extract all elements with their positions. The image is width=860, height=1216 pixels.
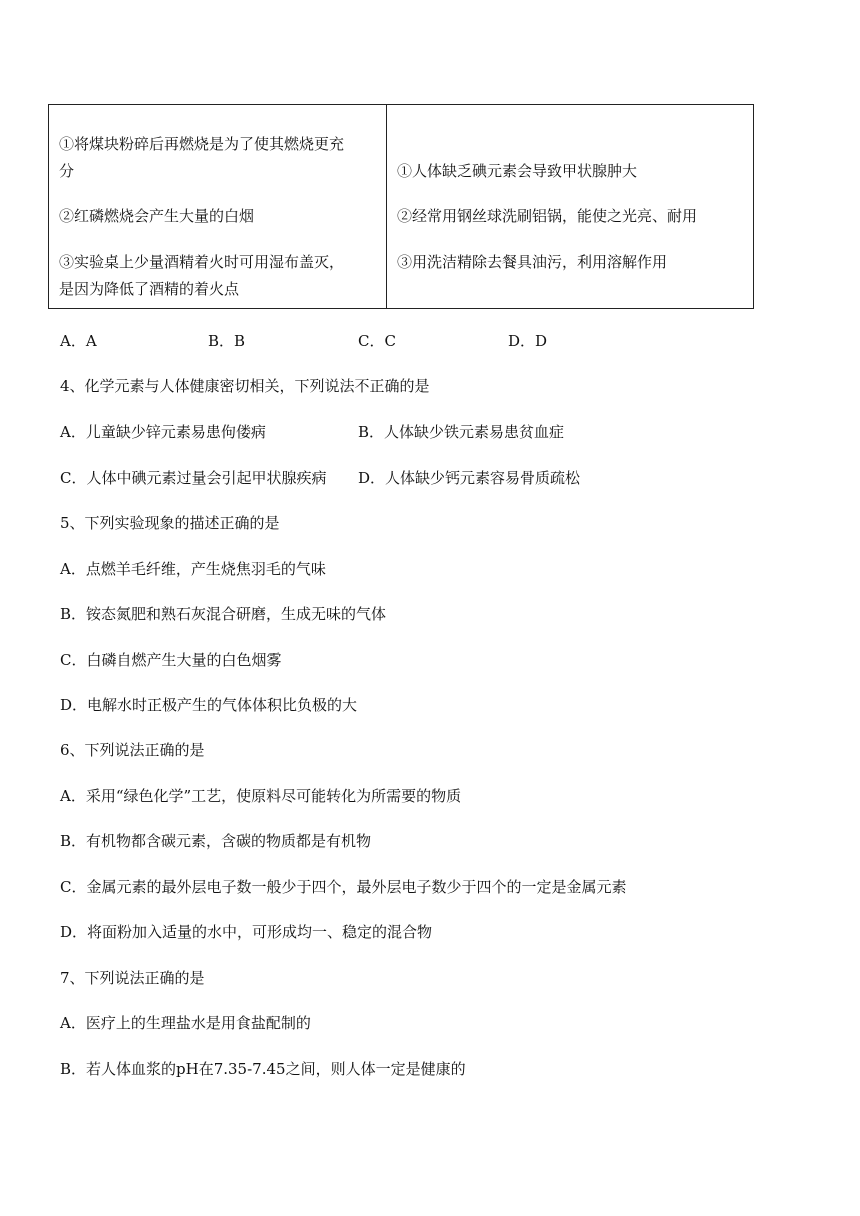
table-left-line: ③实验桌上少量酒精着火时可用湿布盖灭， — [59, 253, 345, 271]
statement-table — [48, 104, 754, 309]
q3-option-c: C．C — [358, 332, 396, 350]
table-cell-right — [387, 105, 753, 308]
q7-option-b: B．若人体血浆的pH在7.35-7.45之间，则人体一定是健康的 — [60, 1060, 466, 1078]
table-left-line: 分 — [59, 162, 75, 180]
q5-option-d: D．电解水时正极产生的气体体积比负极的大 — [60, 696, 358, 714]
q5-option-b: B．铵态氮肥和熟石灰混合研磨，生成无味的气体 — [60, 605, 387, 623]
q7-option-a: A．医疗上的生理盐水是用食盐配制的 — [60, 1014, 311, 1032]
q5-option-a: A．点燃羊毛纤维，产生烧焦羽毛的气味 — [60, 560, 326, 578]
q6-option-d: D．将面粉加入适量的水中，可形成均一、稳定的混合物 — [60, 923, 433, 941]
q4-option-a: A．儿童缺少锌元素易患佝偻病 — [60, 423, 266, 441]
q6-option-a: A．采用“绿色化学”工艺，使原料尽可能转化为所需要的物质 — [60, 787, 462, 805]
table-right-line: ③用洗洁精除去餐具油污，利用溶解作用 — [397, 253, 668, 271]
question-4-stem: 4、化学元素与人体健康密切相关，下列说法不正确的是 — [60, 377, 430, 395]
table-left-line: ①将煤块粉碎后再燃烧是为了使其燃烧更充 — [59, 135, 345, 153]
q6-option-b: B．有机物都含碳元素，含碳的物质都是有机物 — [60, 832, 372, 850]
q3-option-b: B．B — [208, 332, 246, 350]
question-6-stem: 6、下列说法正确的是 — [60, 741, 205, 759]
question-7-stem: 7、下列说法正确的是 — [60, 969, 205, 987]
q4-option-c: C．人体中碘元素过量会引起甲状腺疾病 — [60, 469, 327, 487]
table-right-line: ①人体缺乏碘元素会导致甲状腺肿大 — [397, 162, 638, 180]
q5-option-c: C．白磷自燃产生大量的白色烟雾 — [60, 651, 282, 669]
table-cell-left — [49, 105, 387, 308]
table-left-line: 是因为降低了酒精的着火点 — [59, 280, 240, 298]
q4-option-d: D．人体缺少钙元素容易骨质疏松 — [358, 469, 581, 487]
q3-option-d: D．D — [508, 332, 548, 350]
q6-option-c: C．金属元素的最外层电子数一般少于四个，最外层电子数少于四个的一定是金属元素 — [60, 878, 627, 896]
q4-option-b: B．人体缺少铁元素易患贫血症 — [358, 423, 565, 441]
q3-option-a: A．A — [60, 332, 97, 350]
question-5-stem: 5、下列实验现象的描述正确的是 — [60, 514, 280, 532]
table-right-line: ②经常用钢丝球洗刷铝锅，能使之光亮、耐用 — [397, 207, 698, 225]
table-left-line: ②红磷燃烧会产生大量的白烟 — [59, 207, 255, 225]
